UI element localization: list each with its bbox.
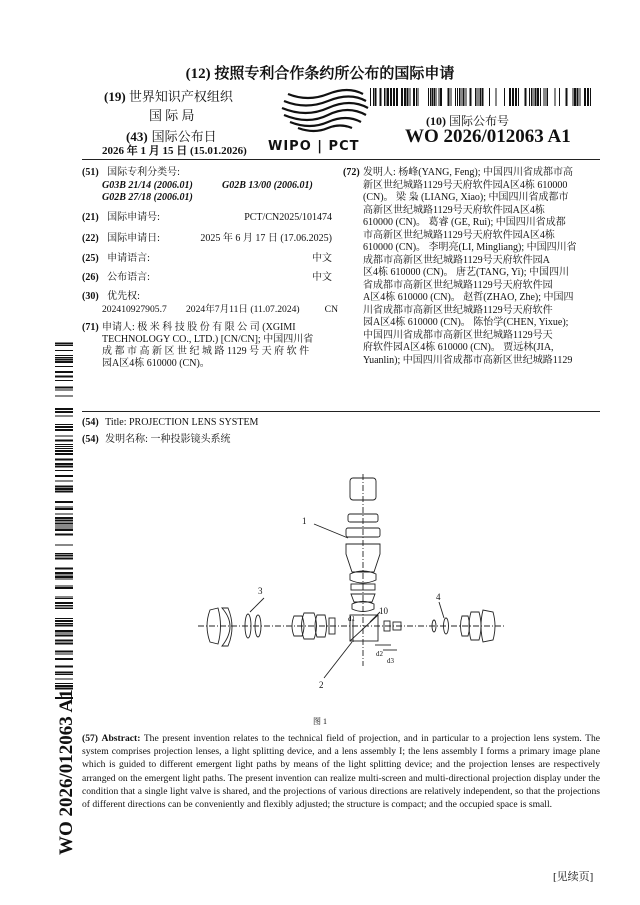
top-barcode bbox=[368, 88, 592, 106]
wipo-logo-text: WIPO | PCT bbox=[268, 139, 360, 154]
inventor-line: 区4栋 610000 (CN)。 唐艺(TANG, Yi); 中国四川 bbox=[363, 267, 570, 278]
side-publication-number: WO 2026/012063 A1 bbox=[56, 689, 77, 855]
lens-system-drawing bbox=[190, 470, 510, 700]
inventor-line: 府软件园A区4栋 610000 (CN)。 贾远林(JIA, bbox=[363, 342, 554, 353]
app-number: (21) bbox=[82, 212, 99, 223]
org-number: (19) bbox=[104, 89, 126, 104]
barcode-icon bbox=[368, 88, 592, 106]
applicant-line: 成 都 市 高 新 区 世 纪 城 路 1129 号 天 府 软 件 bbox=[102, 346, 310, 357]
vertical-barcode-icon bbox=[55, 340, 73, 700]
title-cn: 发明名称: 一种投影镜头系统 bbox=[105, 434, 231, 445]
publang-label: 公布语言: bbox=[107, 272, 150, 283]
lang-label: 申请语言: bbox=[107, 253, 150, 264]
pub-language-row bbox=[82, 272, 332, 284]
app-label: 国际申请号: bbox=[107, 212, 160, 223]
side-barcode bbox=[55, 340, 73, 700]
continuation-note: [见续页] bbox=[553, 871, 594, 883]
title-en-row bbox=[82, 417, 258, 429]
abstract-heading: Abstract: bbox=[101, 733, 141, 744]
figure-label: d2 bbox=[376, 650, 383, 658]
abstract-number: (57) bbox=[82, 733, 98, 744]
ipc-row bbox=[82, 167, 342, 179]
abstract-text: The present invention relates to the technical field of projection, and in particular to a projection lens system. The system comprises projection lenses, a light splitting device, and a lens assembly I; the lens assembly I forms a primary image plane which is guided to different emergent light paths by means of the light splitting device; and the projection lenses are respectively arranged on the emergent light paths. The present invention can realize multi-screen and multi-directional projection display under the condition that a single light valve is shared, and the projections of various directions are relatively independent, so that the projections of different directions can be conveniently and flexibly adjusted; the structure is compact; and the occupied space is small. bbox=[82, 733, 600, 811]
publang-number: (26) bbox=[82, 272, 99, 283]
filing-value: 2025 年 6 月 17 日 (17.06.2025) bbox=[200, 233, 332, 244]
biblio-rule bbox=[82, 411, 600, 412]
inventor-line: 高新区世纪城路1129号天府软件园A区4栋 bbox=[363, 204, 545, 216]
figure-label: d3 bbox=[387, 657, 394, 665]
title-en-number: (54) bbox=[82, 417, 99, 428]
filing-row bbox=[82, 233, 332, 245]
priority-number: (30) bbox=[82, 291, 99, 302]
wipo-logo bbox=[268, 88, 378, 154]
title-cn-row bbox=[82, 434, 230, 446]
applicant-line: 园A区4栋 610000 (CN)。 bbox=[102, 358, 210, 369]
wipo-emblem-icon bbox=[268, 88, 378, 134]
priority-date: 2024年7月11日 (11.07.2024) bbox=[186, 304, 300, 315]
pubno-value: WO 2026/012063 A1 bbox=[405, 126, 571, 147]
applicant-line: TECHNOLOGY CO., LTD.) [CN/CN]; 中国四川省 bbox=[102, 334, 314, 345]
priority-label: 优先权: bbox=[107, 291, 140, 302]
pubno-label: 国际公布号 bbox=[449, 114, 510, 128]
left-lens-2 bbox=[222, 608, 232, 646]
abstract bbox=[82, 732, 600, 811]
ipc-code-3: G02B 27/18 (2006.01) bbox=[102, 192, 193, 203]
publang-value: 中文 bbox=[312, 272, 332, 283]
applicant-line: 申请人: 极 米 科 技 股 份 有 限 公 司 (XGIMI bbox=[102, 322, 296, 333]
pubdate-label: 国际公布日 bbox=[151, 129, 217, 144]
figure-1 bbox=[190, 470, 510, 700]
inventor-line: 成都市高新区世纪城路1129号天府软件园A bbox=[363, 254, 550, 266]
priority-detail bbox=[102, 304, 338, 316]
org-block bbox=[104, 86, 274, 124]
applicant-number: (71) bbox=[82, 322, 99, 333]
filing-label: 国际申请日: bbox=[107, 233, 160, 244]
inventor-line: 市高新区世纪城路1129号天府软件园A区4栋 bbox=[363, 229, 555, 241]
figure-label: 1 bbox=[302, 516, 307, 526]
figure-label: d1 bbox=[348, 615, 355, 623]
pubdate-value: 2026 年 1 月 15 日 (15.01.2026) bbox=[102, 145, 247, 157]
figure-label: 2 bbox=[319, 680, 324, 690]
priority-row bbox=[82, 291, 342, 303]
app-value: PCT/CN2025/101474 bbox=[244, 212, 332, 223]
pubno-number: (10) bbox=[426, 114, 446, 128]
inventor-line: 川省成都市高新区世纪城路1129号天府软件 bbox=[363, 304, 553, 316]
priority-app: 202410927905.7 bbox=[102, 304, 167, 315]
inventor-line: 中国四川省成都市高新区世纪城路1129号天 bbox=[363, 329, 553, 341]
lang-number: (25) bbox=[82, 253, 99, 264]
inventor-line: 省成都市高新区世纪城路1129号天府软件园 bbox=[363, 279, 553, 291]
filing-number: (22) bbox=[82, 233, 99, 244]
org-name: 世界知识产权组织 bbox=[128, 89, 233, 104]
inventor-line: Yuanlin); 中国四川省成都市高新区世纪城路1129 bbox=[363, 354, 573, 366]
priority-country: CN bbox=[324, 304, 338, 315]
inventor-line: 园A区4栋 610000 (CN)。 陈怡学(CHEN, Yixue); bbox=[363, 317, 569, 328]
inventor-line: 610000 (CN)。 葛睿 (GE, Rui); 中国四川省成都 bbox=[363, 217, 566, 228]
inventor-line: 发明人: 杨峰(YANG, Feng); 中国四川省成都市高 bbox=[363, 167, 573, 178]
org-sub: 国 际 局 bbox=[149, 108, 195, 123]
inventor-number: (72) bbox=[343, 167, 360, 178]
application-row bbox=[82, 212, 332, 224]
figure-label: 10 bbox=[379, 606, 388, 616]
title-en: Title: PROJECTION LENS SYSTEM bbox=[105, 417, 259, 428]
document-title: (12) 按照专利合作条约所公布的国际申请 bbox=[185, 66, 455, 82]
inventor-line: 新区世纪城路1129号天府软件园A区4栋 610000 bbox=[363, 179, 568, 191]
ipc-label: 国际专利分类号: bbox=[107, 167, 180, 178]
figure-label: 3 bbox=[258, 586, 263, 596]
ipc-code-2: G02B 13/00 (2006.01) bbox=[222, 180, 313, 191]
inventor-line: A区4栋 610000 (CN)。 赵哲(ZHAO, Zhe); 中国四 bbox=[363, 292, 574, 303]
language-row bbox=[82, 253, 332, 265]
figure-caption: 图 1 bbox=[313, 717, 327, 726]
inventor-line: (CN)。 梁 枭 (LIANG, Xiao); 中国四川省成都市 bbox=[363, 192, 569, 203]
ipc-number: (51) bbox=[82, 167, 99, 178]
figure-label: 4 bbox=[436, 592, 441, 602]
ipc-code-1: G03B 21/14 (2006.01) bbox=[102, 180, 193, 191]
lang-value: 中文 bbox=[312, 253, 332, 264]
title-cn-number: (54) bbox=[82, 434, 99, 445]
header-rule bbox=[82, 159, 600, 160]
inventor-line: 610000 (CN)。 李明亮(LI, Mingliang); 中国四川省 bbox=[363, 242, 577, 253]
pubdate-number: (43) bbox=[126, 129, 148, 144]
